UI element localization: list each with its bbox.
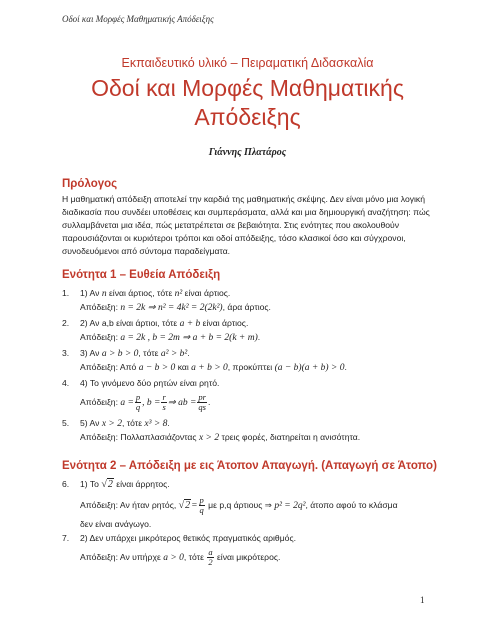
section-2-heading: Ενότητα 2 – Απόδειξη με εις Άτοπον Απαγωγή. (Απαγωγή σε Άτοπο) — [62, 460, 437, 472]
math-expr: x > 2 — [198, 433, 220, 443]
item-proof: Απόδειξη: a = 2k , b = 2m ⇒ a + b = 2(k + m). — [80, 332, 261, 343]
item-proof: Απόδειξη: Πολλαπλασιάζοντας x > 2 τρεις φορές, διατηρείται η ανισότητα. — [80, 432, 361, 443]
prologue-heading: Πρόλογος — [62, 178, 118, 190]
math-expr: (a − b)(a + b) > 0 — [274, 363, 345, 373]
list-item — [62, 417, 442, 443]
item-number: 6. — [62, 479, 70, 489]
item-number: 4. — [62, 378, 70, 388]
title-line-1: Οδοί και Μορφές Μαθηματικής — [91, 75, 404, 101]
math-expr: a > 0 — [163, 552, 184, 563]
math-expr: n — [101, 289, 107, 299]
fraction: $\frac{pr}{qs}$ — [198, 392, 206, 412]
title-line-2: Απόδειξης — [194, 104, 301, 130]
fraction: $\frac{r}{s}$ — [162, 392, 166, 412]
math-expr: a − b > 0 — [138, 363, 176, 373]
math-expr: p² = 2q² — [274, 500, 306, 511]
item-statement: 3) Αν a > b > 0, τότε a² > b². — [80, 348, 190, 359]
item-proof: Απόδειξη: Αν ήταν ρητός, √2= $\frac{p}{q}$ με p,q άρτιους ⇒ p² = 2q², άτοπο αφού το κλάσμα — [80, 495, 398, 515]
list-item — [62, 287, 442, 313]
section-1-heading: Ενότητα 1 – Ευθεία Απόδειξη — [62, 269, 221, 281]
math-expr: x³ > 8 — [144, 419, 168, 429]
document-title — [0, 74, 495, 132]
item-number: 5. — [62, 418, 70, 428]
document-subtitle: Εκπαιδευτικό υλικό – Πειραματική Διδασκαλία — [121, 56, 374, 70]
item-statement: 2) Αν a,b είναι άρτιοι, τότε a + b είναι άρτιος. — [80, 318, 249, 329]
math-expr: a = 2k , b = 2m ⇒ a + b = 2(k + m) — [120, 333, 258, 343]
list-item — [62, 317, 442, 343]
author-name: Γιάννης Πλατάρος — [208, 147, 287, 158]
fraction: $\frac{p}{q}$ — [135, 392, 141, 412]
item-proof-continuation: δεν είναι ανάγωγο. — [80, 519, 152, 529]
math-expr: a + b — [179, 319, 201, 329]
prologue-text: Η μαθηματική απόδειξη αποτελεί την καρδιά της μαθηματικής σκέψης. Δεν είναι μόνο μια λογική διαδικασία που συνδέει υποθέσεις και συμπεράσματα, αλλά και μια δημιουργική αναζήτηση: πώς συλλαμβάνεται μια ιδέα, πώς μετατρέπεται σε βεβαιότητα. Στις ενότητες που ακολουθούν παρουσιάζονται οι κυριότεροι τρόποι και οδοί απόδειξης, τόσο κλασικοί όσο και σύγχρονοι, συνοδευόμενοι από σύντομα παραδείγματα. — [62, 194, 430, 256]
item-statement: 2) Δεν υπάρχει μικρότερος θετικός πραγματικός αριθμός. — [80, 533, 296, 543]
math-expr: n² — [174, 289, 183, 299]
running-header: Οδοί και Μορφές Μαθηματικής Απόδειξης — [62, 14, 214, 24]
list-item — [62, 532, 442, 572]
item-proof: Απόδειξη: Αν υπήρχε a > 0, τότε $\frac{a}{2}$ είναι μικρότερος. — [80, 547, 281, 567]
item-number: 3. — [62, 348, 70, 358]
list-item — [62, 377, 442, 413]
list-item — [62, 347, 442, 373]
item-number: 7. — [62, 533, 70, 543]
math-expr: a > b > 0 — [101, 349, 139, 359]
fraction: $\frac{p}{q}$ — [199, 495, 204, 515]
item-statement: 5) Αν x > 2, τότε x³ > 8. — [80, 418, 170, 429]
item-number: 1. — [62, 288, 70, 298]
math-expr: a + b > 0 — [191, 363, 228, 373]
item-statement: 1) Το √2 είναι άρρητος. — [80, 479, 170, 490]
sqrt-symbol: √2 — [101, 479, 113, 490]
sqrt-symbol: √2 — [178, 499, 191, 511]
list-item — [62, 478, 442, 530]
item-number: 2. — [62, 318, 70, 328]
fraction: $\frac{a}{2}$ — [208, 547, 213, 567]
item-proof: Απόδειξη: Από a − b > 0 και a + b > 0, προκύπτει (a − b)(a + b) > 0. — [80, 362, 347, 373]
item-statement: 1) Αν n είναι άρτιος, τότε n² είναι άρτιος. — [80, 288, 231, 299]
item-proof: Απόδειξη: a = $\frac{p}{q}$ , b = $\frac{r}{s}$ ⇒ ab = $\frac{pr}{qs}$ . — [80, 392, 211, 412]
item-statement: 4) Το γινόμενο δύο ρητών είναι ρητό. — [80, 378, 220, 388]
math-expr: a² > b² — [160, 349, 188, 359]
page-number: 1 — [420, 595, 425, 605]
section-1-list — [62, 287, 442, 443]
section-2-list — [62, 478, 442, 572]
math-expr: n = 2k ⇒ n² = 4k² = 2(2k²) — [120, 303, 223, 313]
math-expr: x > 2 — [101, 419, 122, 429]
item-proof: Απόδειξη: n = 2k ⇒ n² = 4k² = 2(2k²), άρα άρτιος. — [80, 302, 271, 313]
